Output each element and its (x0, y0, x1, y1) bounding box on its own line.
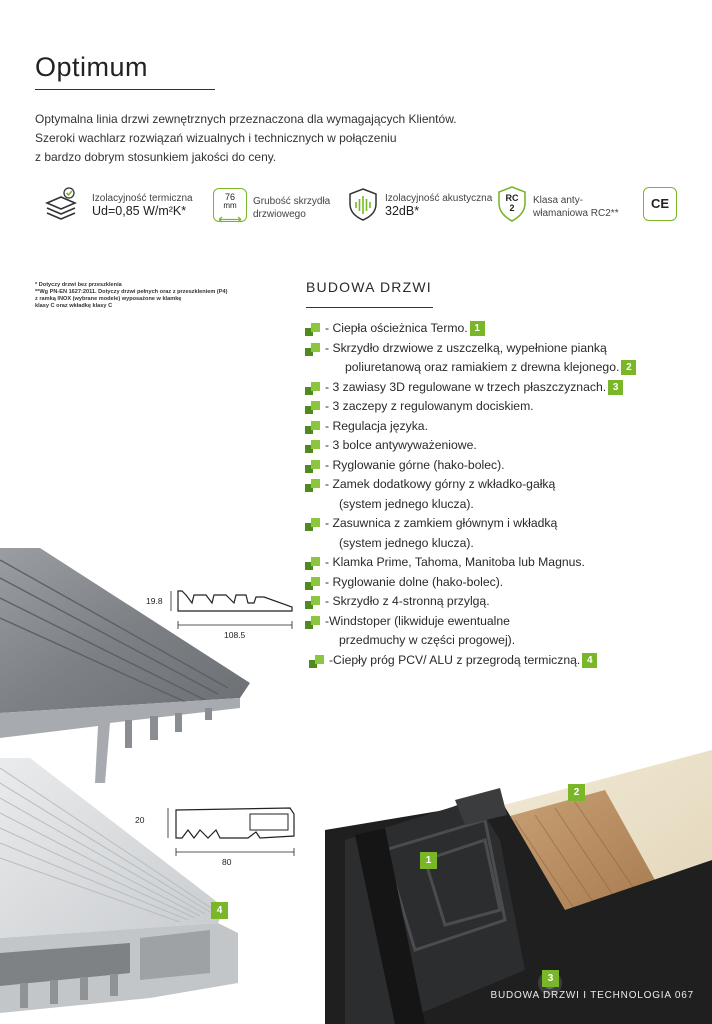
pcv-threshold-illustration (0, 758, 242, 1020)
badge-3: 3 (608, 380, 623, 395)
rc2-shield-icon (497, 186, 527, 222)
list-item: -Windstoper (likwiduje ewentualne przedmuchy w części progowej). (303, 612, 663, 651)
green-bullet-icon (305, 401, 321, 414)
acoustic-insulation-icon (346, 187, 380, 221)
burglary-feature (533, 194, 619, 220)
thermal-label: Izolacyjność termiczna (92, 193, 193, 204)
construction-list (303, 319, 663, 670)
badge-4: 4 (582, 653, 597, 668)
thickness-unit: mm (223, 201, 237, 210)
list-item: - 3 zawiasy 3D regulowane w trzech płaszczyznach. 3 (303, 378, 663, 398)
aluminium-threshold-illustration (0, 548, 265, 788)
thickness-number: 76 (224, 192, 235, 202)
intro-text (35, 110, 495, 167)
list-item: -Ciepły próg PCV/ ALU z przegrodą termiczną. 4 (303, 651, 663, 671)
construction-title-underline (306, 307, 433, 308)
list-item: - Ryglowanie górne (hako-bolec). (303, 456, 663, 476)
footnote-1: * Dotyczy drzwi bez przeszklenia (35, 282, 122, 288)
list-item: - Skrzydło z 4-stronną przylgą. (303, 592, 663, 612)
green-bullet-icon (305, 323, 321, 336)
list-item: - Ryglowanie dolne (hako-bolec). (303, 573, 663, 593)
green-bullet-icon (305, 479, 321, 492)
intro-line-3: z bardzo dobrym stosunkiem jakości do ceny. (35, 150, 277, 164)
door-cross-section-photo (325, 740, 712, 1024)
page-footer (490, 990, 694, 1001)
list-item: - Zamek dodatkowy górny z wkładko-gałką (system jednego klucza). (303, 475, 663, 514)
list-item: - 3 zaczepy z regulowanym dociskiem. (303, 397, 663, 417)
figure-badge-2: 2 (568, 784, 585, 801)
green-bullet-icon (305, 382, 321, 395)
title-underline (35, 89, 215, 90)
green-bullet-icon (305, 440, 321, 453)
green-bullet-icon (305, 596, 321, 609)
list-item: - Zasuwnica z zamkiem głównym i wkładką (system jednego klucza). (303, 514, 663, 553)
green-bullet-icon (305, 421, 321, 434)
rc-class-number: 2 (509, 203, 515, 213)
green-bullet-icon (305, 518, 321, 531)
acoustic-feature (385, 192, 492, 218)
green-bullet-icon (305, 343, 321, 356)
alu-height-dimension: 19.8 (146, 596, 163, 606)
alu-width-dimension: 108.5 (224, 630, 246, 640)
thermal-feature (92, 192, 193, 218)
footnote-2: **Wg PN-EN 1627:2011. Dotyczy drzwi pełnych oraz z przeszkleniem (P4) (35, 289, 228, 295)
thickness-label-2: drzwiowego (253, 209, 306, 220)
list-item: - Skrzydło drzwiowe z uszczelką, wypełnione pianką poliuretanową oraz ramiakiem z drewna klejonego. 2 (303, 339, 663, 378)
list-item: - 3 bolce antywyważeniowe. (303, 436, 663, 456)
pcv-height-dimension: 20 (135, 815, 145, 825)
badge-2: 2 (621, 360, 636, 375)
burglary-label-2: włamaniowa RC2** (533, 208, 619, 219)
green-bullet-icon (305, 557, 321, 570)
green-bullet-icon (305, 577, 321, 590)
double-arrow-icon (217, 216, 243, 223)
green-bullet-icon (305, 616, 321, 629)
thickness-label-1: Grubość skrzydła (253, 196, 331, 207)
footer-section: BUDOWA DRZWI I TECHNOLOGIA (490, 990, 672, 1001)
page-title: Optimum (35, 52, 149, 82)
list-item: - Klamka Prime, Tahoma, Manitoba lub Magnus. (303, 553, 663, 573)
green-bullet-icon (309, 655, 325, 668)
thickness-feature (253, 195, 330, 221)
badge-1: 1 (470, 321, 485, 336)
figure-badge-1: 1 (420, 852, 437, 869)
thermal-insulation-icon (44, 187, 78, 221)
burglary-label-1: Klasa anty- (533, 195, 584, 206)
acoustic-value: 32dB* (385, 204, 420, 218)
list-item: - Ciepła ościeżnica Termo. 1 (303, 319, 663, 339)
page-number: 067 (674, 990, 694, 1001)
intro-line-1: Optymalna linia drzwi zewnętrznych przeznaczona dla wymagających Klientów. (35, 112, 457, 126)
thermal-value: Ud=0,85 W/m²K* (92, 204, 187, 218)
footnote-3: z ramką INOX (wybrane modele) wyposażone w klamkę (35, 296, 182, 302)
ce-mark-icon: CE (643, 187, 677, 221)
green-bullet-icon (305, 460, 321, 473)
intro-line-2: Szeroki wachlarz rozwiązań wizualnych i technicznych w połączeniu (35, 131, 397, 145)
rc-text: RC (505, 193, 519, 203)
pcv-width-dimension: 80 (222, 857, 232, 867)
list-item: - Regulacja języka. (303, 417, 663, 437)
footnote-4: klasy C oraz wkładkę klasy C (35, 303, 113, 309)
figure-badge-4: 4 (211, 902, 228, 919)
construction-title: BUDOWA DRZWI (306, 279, 432, 295)
figure-badge-3: 3 (542, 970, 559, 987)
door-thickness-icon (213, 188, 247, 222)
acoustic-label: Izolacyjność akustyczna (385, 193, 493, 204)
footnotes (35, 282, 285, 310)
